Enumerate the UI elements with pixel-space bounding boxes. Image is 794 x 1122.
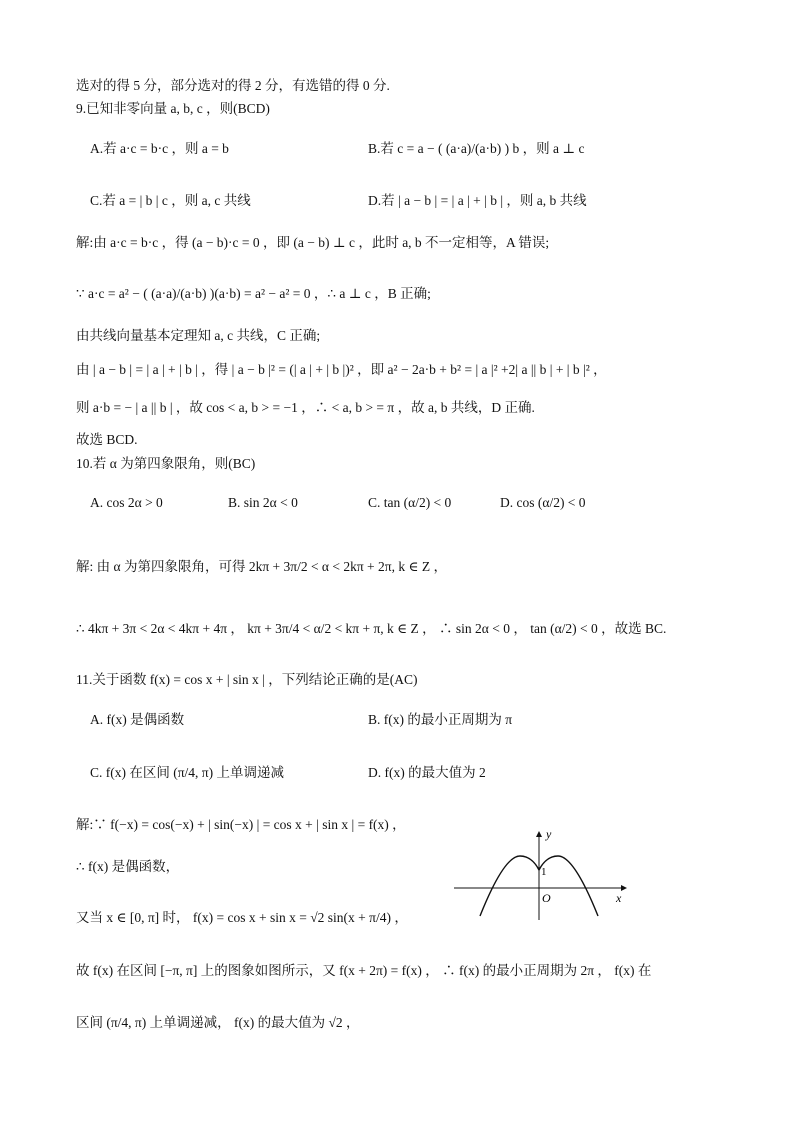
q10-option-a: A. cos 2α > 0 [90, 495, 163, 510]
q10-solution-line: ∴ 4kπ + 3π < 2α < 4kπ + 4π ， kπ + 3π/4 < α/2 < kπ + π, k ∈ Z ， ∴ sin 2α < 0 ， tan (α/2) < 0 ，故选 BC. [76, 621, 667, 636]
q11-solution-line: 又当 x ∈ [0, π] 时， f(x) = cos x + sin x = √2 sin(x + π/4) ， [76, 910, 408, 925]
q11-stem: 11.关于函数 f(x) = cos x + | sin x | ，下列结论正确的是(AC) [76, 672, 418, 687]
q10-stem: 10.若 α 为第四象限角，则(BC) [76, 456, 256, 471]
q9-solution-line: ∵ a·c = a² − ( (a·a)/(a·b) )(a·b) = a² − a² = 0 ，∴ a ⊥ c ，B 正确; [76, 286, 431, 301]
q10-option-d: D. cos (α/2) < 0 [500, 495, 586, 510]
x-axis-label: x [616, 891, 622, 905]
q10-option-b: B. sin 2α < 0 [228, 495, 298, 510]
q9-solution-line: 解:由 a·c = b·c ，得 (a − b)·c = 0 ，即 (a − b) ⊥ c ，此时 a, b 不一定相等，A 错误; [76, 235, 550, 250]
q11-solution-line: 故 f(x) 在区间 [−π, π] 上的图象如图所示，又 f(x + 2π) = f(x) ， ∴ f(x) 的最小正周期为 2π ， f(x) 在 [76, 963, 652, 978]
q11-option-b: B. f(x) 的最小正周期为 π [368, 712, 513, 727]
y-axis-label: y [546, 827, 552, 841]
q9-option-a: A.若 a·c = b·c ，则 a = b [90, 141, 229, 156]
q9-option-b: B.若 c = a − ( (a·a)/(a·b) ) b ，则 a ⊥ c [368, 141, 585, 156]
q9-solution-line: 则 a·b = − | a || b | ，故 cos < a, b > = −1 ，∴ < a, b > = π ，故 a, b 共线，D 正确. [76, 400, 535, 415]
q11-option-c: C. f(x) 在区间 (π/4, π) 上单调递减 [90, 765, 284, 780]
q11-solution-line: 区间 (π/4, π) 上单调递减， f(x) 的最大值为 √2 ， [76, 1015, 360, 1030]
function-graph [452, 826, 630, 922]
q10-option-c: C. tan (α/2) < 0 [368, 495, 452, 510]
q9-solution-line: 由 | a − b | = | a | + | b | ，得 | a − b |² = (| a | + | b |)² ，即 a² − 2a·b + b² = | a |² +2| a || b | + | b |² ， [76, 362, 607, 377]
q11-solution-line: 解:∵ f(−x) = cos(−x) + | sin(−x) | = cos x + | sin x | = f(x) ， [76, 817, 406, 832]
y-tick-label: 1 [541, 866, 547, 878]
q10-solution-line: 解: 由 α 为第四象限角，可得 2kπ + 3π/2 < α < 2kπ + 2π, k ∈ Z ， [76, 559, 447, 574]
origin-label: O [542, 891, 551, 905]
q11-option-a: A. f(x) 是偶函数 [90, 712, 185, 727]
q9-solution-line: 由共线向量基本定理知 a, c 共线，C 正确; [76, 328, 321, 343]
q9-stem: 9.已知非零向量 a, b, c ，则(BCD) [76, 101, 270, 116]
q9-option-d: D.若 | a − b | = | a | + | b | ，则 a, b 共线 [368, 193, 587, 208]
q11-solution-line: ∴ f(x) 是偶函数， [76, 859, 180, 874]
q9-option-c: C.若 a = | b | c ，则 a, c 共线 [90, 193, 251, 208]
q11-option-d: D. f(x) 的最大值为 2 [368, 765, 486, 780]
q9-conclusion: 故选 BCD. [76, 432, 138, 447]
intro-line: 选对的得 5 分，部分选对的得 2 分，有选错的得 0 分. [76, 78, 390, 93]
